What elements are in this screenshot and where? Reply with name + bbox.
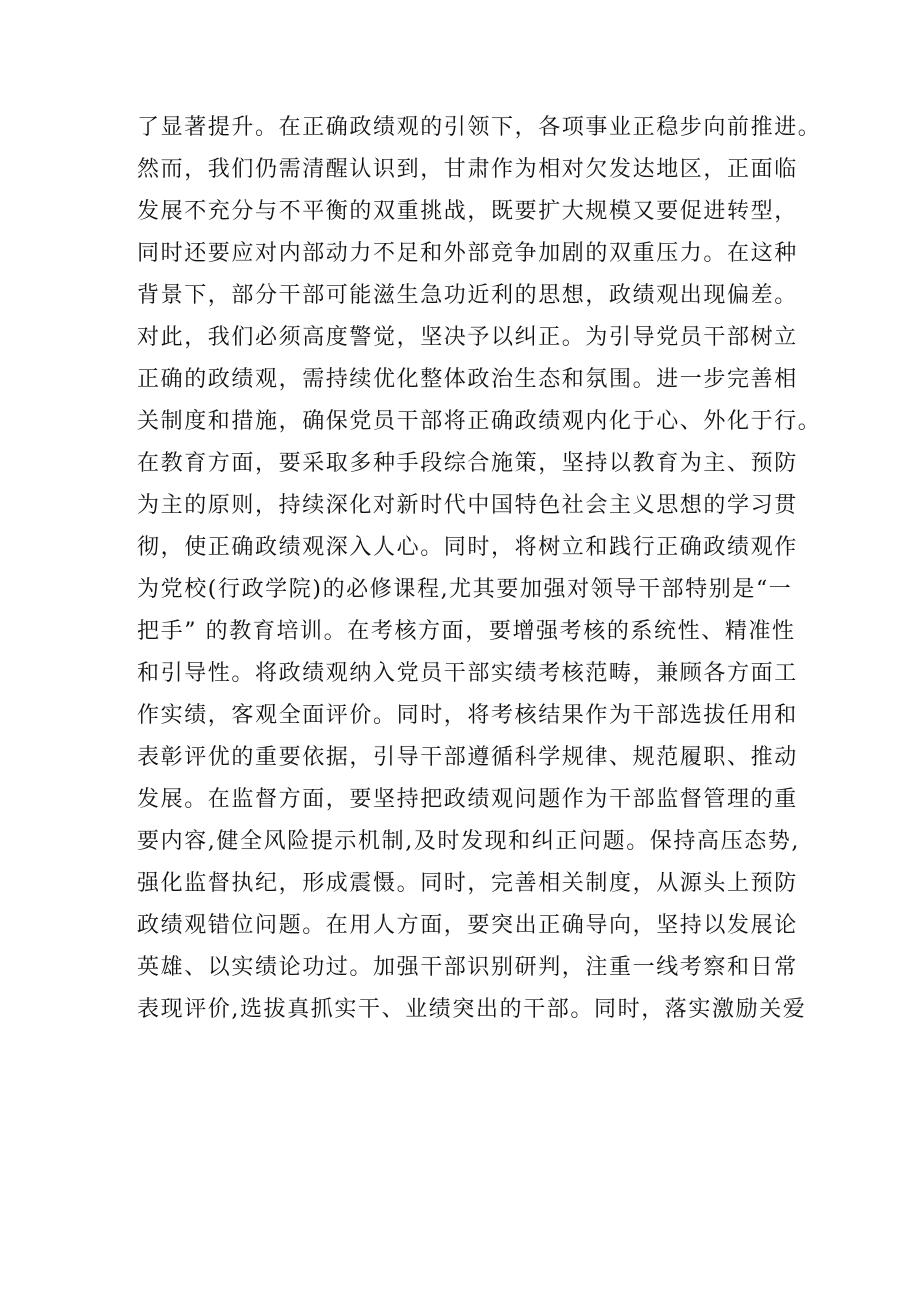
text-line: 了显著提升。在正确政绩观的引领下，各项事业正稳步向前推进。 [137, 115, 822, 140]
text-line: 对此，我们必须高度警觉，坚决予以纠正。为引导党员干部树立 [137, 325, 798, 350]
text-line: 发展不充分与不平衡的双重挑战，既要扩大规模又要促进转型， [137, 199, 798, 224]
text-line: 背景下，部分干部可能滋生急功近利的思想，政绩观出现偏差。 [137, 283, 798, 308]
text-line: 为党校(行政学院)的必修课程,尤其要加强对领导干部特别是“一 [137, 577, 793, 602]
text-line: 同时还要应对内部动力不足和外部竞争加剧的双重压力。在这种 [137, 241, 798, 266]
text-line: 发展。在监督方面，要坚持把政绩观问题作为干部监督管理的重 [137, 787, 798, 812]
text-line: 作实绩，客观全面评价。同时，将考核结果作为干部选拔任用和 [137, 703, 798, 728]
text-line: 和引导性。将政绩观纳入党员干部实绩考核范畴，兼顾各方面工 [137, 661, 798, 686]
text-line: 表彰评优的重要依据，引导干部遵循科学规律、规范履职、推动 [137, 745, 798, 770]
text-line: 强化监督执纪，形成震慑。同时，完善相关制度，从源头上预防 [137, 871, 798, 896]
text-line: 英雄、以实绩论功过。加强干部识别研判，注重一线考察和日常 [137, 955, 798, 980]
body-paragraph [137, 107, 822, 1031]
text-line: 把手” 的教育培训。在考核方面，要增强考核的系统性、精准性 [137, 619, 796, 644]
text-line: 关制度和措施，确保党员干部将正确政绩观内化于心、外化于行。 [137, 409, 822, 434]
text-line: 在教育方面，要采取多种手段综合施策，坚持以教育为主、预防 [137, 451, 798, 476]
text-line: 要内容,健全风险提示机制,及时发现和纠正问题。保持高压态势, [137, 829, 800, 854]
text-line: 然而，我们仍需清醒认识到，甘肃作为相对欠发达地区，正面临 [137, 157, 798, 182]
text-line: 表现评价,选拔真抓实干、业绩突出的干部。同时，落实激励关爱 [137, 997, 807, 1022]
text-line: 正确的政绩观，需持续优化整体政治生态和氛围。进一步完善相 [137, 367, 798, 392]
text-line: 彻，使正确政绩观深入人心。同时，将树立和践行正确政绩观作 [137, 535, 798, 560]
text-line: 政绩观错位问题。在用人方面，要突出正确导向，坚持以发展论 [137, 913, 798, 938]
text-line: 为主的原则，持续深化对新时代中国特色社会主义思想的学习贯 [137, 493, 798, 518]
